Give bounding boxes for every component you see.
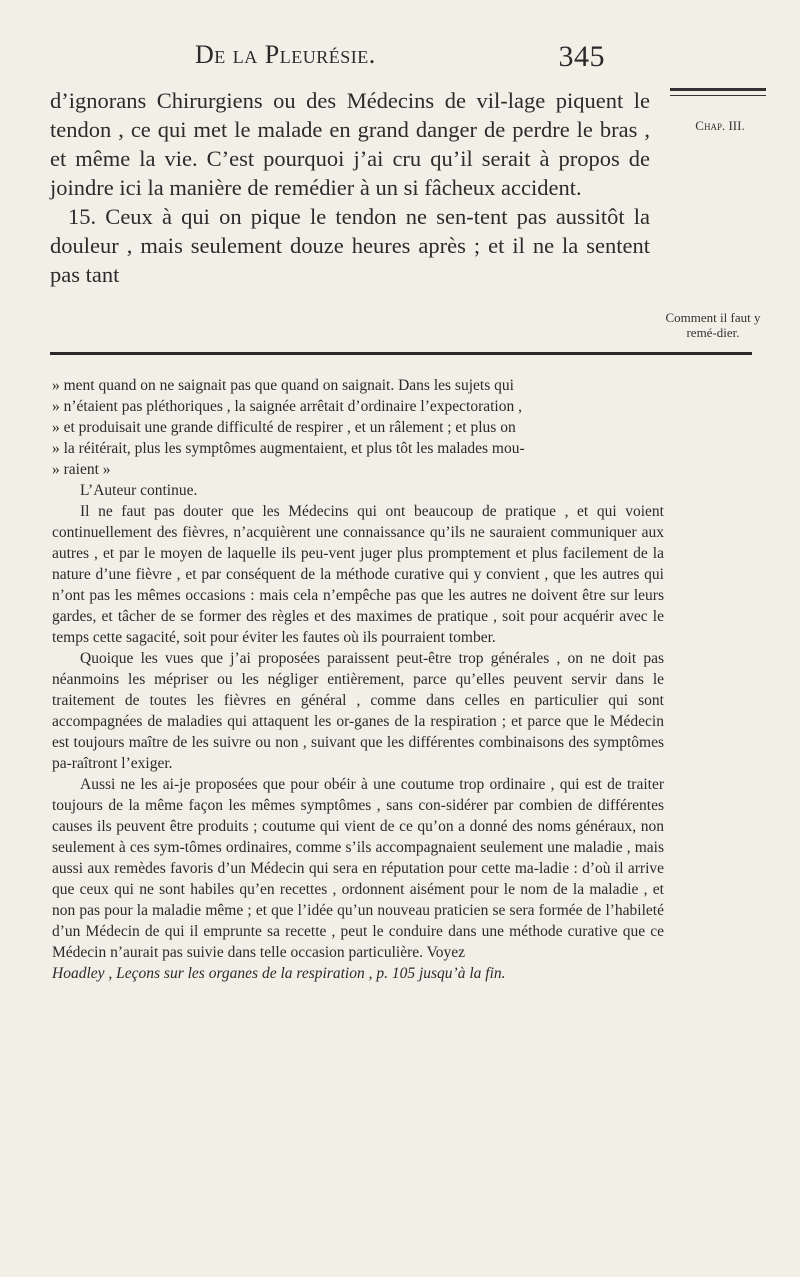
footnote-paragraph-1: Il ne faut pas douter que les Médecins qui ont beaucoup de pratique , et qui voient continuellement des fièvres, n’acquièrent une connaissance qu’ils ne sauraient communiquer aux autres , et par le moyen de laquelle ils peu-vent juger plus promptement et plus facilement de la nature d’une fièvre , et par conséquent de la méthode curative qui y convient , que les autres qui n’ont pas les mêmes occasions : mais cela n’empêche pas que les autres ne doivent être sur leurs gardes, et tâcher de se former des règles et des maximes de pratique , soit pour acquérir avec le temps cette sagacité, soit pour éviter les fautes où ils pourraient tomber.	[52, 503, 664, 646]
footnote-quote-line: » ment quand on ne saignait pas que quand on saignait. Dans les sujets qui	[52, 377, 514, 394]
footnote-citation: Hoadley , Leçons sur les organes de la respiration , p. 105 jusqu’à la fin.	[52, 965, 506, 982]
running-head-title: De la Pleurésie.	[195, 40, 376, 69]
footnote-divider	[50, 352, 752, 355]
footnote-quote-line: » et produisait une grande difficulté de respirer , et un râlement ; et plus on	[52, 419, 516, 436]
footnote-quote-line: » n’étaient pas pléthoriques , la saignée arrêtait d’ordinaire l’expectoration ,	[52, 398, 522, 415]
footnote-quote-line: » raient »	[52, 461, 111, 478]
margin-rule-top	[670, 88, 766, 91]
footnote-paragraph-2: Quoique les vues que j’ai proposées paraissent peut-être trop générales , on ne doit pas néanmoins les mépriser ou les négliger entièrement, parce qu’elles peuvent servir dans le traitement de toutes les fièvres en général , comme dans celles en particulier qui sont accompagnées de maladies qui attaquent les or-ganes de la respiration ; et parce que le Médecin est toujours maître de les suivre ou non , suivant que les différentes combinaisons des symptômes pa-raîtront l’exiger.	[52, 650, 664, 772]
main-text	[50, 86, 650, 289]
page-number: 345	[558, 40, 605, 73]
margin-chapter-label: Chap. III.	[695, 118, 745, 133]
footnote-heading: L’Auteur continue.	[80, 482, 198, 499]
footnote-paragraph-3: Aussi ne les ai-je proposées que pour obéir à une coutume trop ordinaire , qui est de traiter toujours de la même façon les mêmes symptômes , sans con-sidérer par combien de différentes causes ils peuvent être produits ; coutume qui vient de ce qu’on a donné des noms généraux, non seulement à ces sym-tômes ordinaires, comme s’ils accompagnaient seulement une maladie , mais aussi aux remèdes favoris d’un Médecin qui sera en réputation pour cette ma-ladie : d’où il arrive que ceux qui ne sont habiles qu’en recettes , ordonnent aisément pour le nom de la maladie , et non pas pour la maladie même ; et que l’idée qu’un nouveau praticien se sera formée de l’habileté d’un Médecin de qui il emprunte sa recette , peut le conduire dans une méthode curative que ce Médecin n’aurait pas suivie dans telle occasion particulière. Voyez	[52, 776, 664, 961]
main-paragraph-1: d’ignorans Chirurgiens ou des Médecins de vil-lage piquent le tendon , ce qui met le malade en grand danger de perdre le bras , et même la vie. C’est pourquoi j’ai cru qu’il serait à propos de joindre ici la manière de remédier à un si fâcheux accident.	[50, 88, 650, 200]
main-paragraph-2: 15. Ceux à qui on pique le tendon ne sen-tent pas aussitôt la douleur , mais seulement douze heures après ; et il ne la sentent pas tant	[50, 204, 650, 287]
margin-rule-bottom	[670, 95, 766, 96]
running-head	[195, 40, 605, 73]
margin-note: Comment il faut y remé-dier.	[665, 310, 761, 340]
footnote	[52, 375, 664, 984]
footnote-quote-line: » la réitérait, plus les symptômes augmentaient, et plus tôt les malades mou-	[52, 440, 525, 457]
